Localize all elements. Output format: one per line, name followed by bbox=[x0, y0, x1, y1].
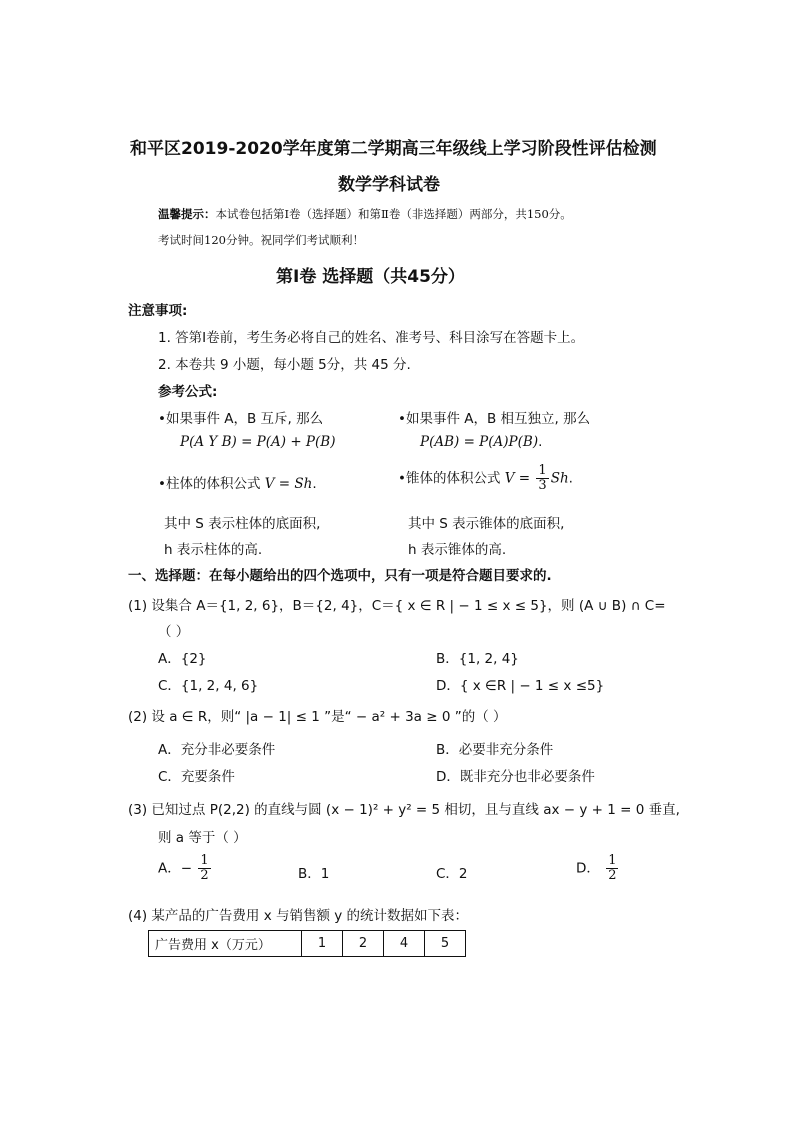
q3-a-denominator: 2 bbox=[200, 868, 209, 883]
q2-option-d: D．既非充分也非必要条件 bbox=[436, 769, 595, 785]
cone-end: . bbox=[568, 470, 573, 487]
q4-stem: (4) 某产品的广告费用 x 与销售额 y 的统计数据如下表： bbox=[128, 908, 469, 924]
table-head-cell: 广告费用 x（万元） bbox=[149, 931, 302, 957]
q3-option-b: B．1 bbox=[298, 866, 330, 882]
q4-data-table bbox=[148, 930, 466, 957]
q2-option-b: B．必要非充分条件 bbox=[436, 742, 554, 758]
cone-formula-post: Sh bbox=[550, 470, 569, 487]
table-cell: 5 bbox=[425, 931, 466, 957]
formula-title: 参考公式: bbox=[158, 384, 218, 400]
table-cell: 4 bbox=[384, 931, 425, 957]
mutex-formula: P(A Y B) = P(A) + P(B) bbox=[180, 434, 336, 450]
exam-title: 和平区2019-2020学年度第二学期高三年级线上学习阶段性评估检测 bbox=[130, 139, 657, 159]
table-cell: 1 bbox=[302, 931, 343, 957]
q3-stem-2: 则 a 等于（ ） bbox=[158, 830, 247, 846]
exam-subtitle: 数学学科试卷 bbox=[338, 175, 440, 195]
q1-option-a: A．{2} bbox=[158, 651, 207, 667]
indep-text: •如果事件 A，B 相互独立, 那么 bbox=[398, 411, 591, 427]
section-title: 第Ⅰ卷 选择题（共45分） bbox=[276, 267, 465, 287]
q3-d-denominator: 2 bbox=[608, 868, 617, 883]
prism-formula: V = Sh bbox=[264, 476, 313, 492]
prism-h-note: h 表示柱体的高. bbox=[164, 542, 263, 558]
cone-fraction bbox=[536, 464, 548, 493]
q3-option-c: C．2 bbox=[436, 866, 468, 882]
cone-line bbox=[398, 464, 573, 493]
q3-option-a-label: A．− bbox=[158, 860, 193, 877]
tip-label: 温馨提示： bbox=[158, 207, 216, 221]
cone-s-note: 其中 S 表示锥体的底面积, bbox=[408, 516, 565, 532]
table-cell: 2 bbox=[343, 931, 384, 957]
q1-option-c: C．{1, 2, 4, 6} bbox=[158, 678, 259, 694]
q3-stem: (3) 已知过点 P(2,2) 的直线与圆 (x − 1)² + y² = 5 相切，且与直线 ax − y + 1 = 0 垂直, bbox=[128, 802, 680, 818]
q1-blank: （ ） bbox=[158, 624, 190, 640]
mutex-text: •如果事件 A，B 互斥, 那么 bbox=[158, 411, 324, 427]
part1-heading: 一、选择题：在每小题给出的四个选项中，只有一项是符合题目要求的. bbox=[128, 568, 552, 584]
q3-option-d-label: D． bbox=[576, 860, 600, 877]
indep-formula: P(AB) = P(A)P(B) bbox=[420, 434, 539, 450]
notice-item-1: 1. 答第Ⅰ卷前，考生务必将自己的姓名、准考号、科目涂写在答题卡上。 bbox=[158, 330, 585, 346]
q1-option-d: D．{ x ∈R | − 1 ≤ x ≤5} bbox=[436, 678, 605, 694]
q3-a-numerator: 1 bbox=[200, 853, 209, 868]
cone-fraction-denominator: 3 bbox=[538, 478, 547, 493]
prism-s-note: 其中 S 表示柱体的底面积, bbox=[164, 516, 321, 532]
cone-h-note: h 表示锥体的高. bbox=[408, 542, 507, 558]
cone-formula-pre: V = bbox=[504, 470, 531, 487]
q3-option-a-fraction bbox=[198, 854, 210, 883]
cone-text: •锥体的体积公式 bbox=[398, 470, 501, 487]
tip-line-1 bbox=[158, 206, 572, 222]
q2-option-c: C．充要条件 bbox=[158, 769, 235, 785]
prism-end: . bbox=[312, 476, 317, 492]
q2-option-a: A．充分非必要条件 bbox=[158, 742, 276, 758]
q3-d-numerator: 1 bbox=[608, 853, 617, 868]
q3-option-a bbox=[158, 854, 213, 883]
cone-fraction-numerator: 1 bbox=[538, 463, 547, 478]
q3-option-d bbox=[576, 854, 620, 883]
q3-option-d-fraction bbox=[606, 854, 618, 883]
indep-end: . bbox=[538, 434, 543, 450]
notice-title: 注意事项: bbox=[128, 303, 188, 319]
prism-line bbox=[158, 472, 317, 492]
tip-line-2: 考试时间120分钟。祝同学们考试顺利！ bbox=[158, 233, 364, 247]
indep-formula-line bbox=[420, 434, 542, 450]
q1-option-b: B．{1, 2, 4} bbox=[436, 651, 519, 667]
notice-item-2: 2. 本卷共 9 小题，每小题 5分，共 45 分. bbox=[158, 357, 411, 373]
tip-text-1: 本试卷包括第Ⅰ卷（选择题）和第Ⅱ卷（非选择题）两部分，共150分。 bbox=[215, 207, 572, 221]
q2-stem: (2) 设 a ∈ R，则“ |a − 1| ≤ 1 ”是“ − a² + 3a ≥ 0 ”的（ ） bbox=[128, 709, 507, 725]
prism-text: •柱体的体积公式 bbox=[158, 476, 261, 492]
table-row bbox=[149, 931, 466, 957]
q1-stem: (1) 设集合 A＝{1, 2, 6}，B＝{2, 4}，C＝{ x ∈ R | − 1 ≤ x ≤ 5}，则 (A ∪ B) ∩ C= bbox=[128, 598, 666, 614]
